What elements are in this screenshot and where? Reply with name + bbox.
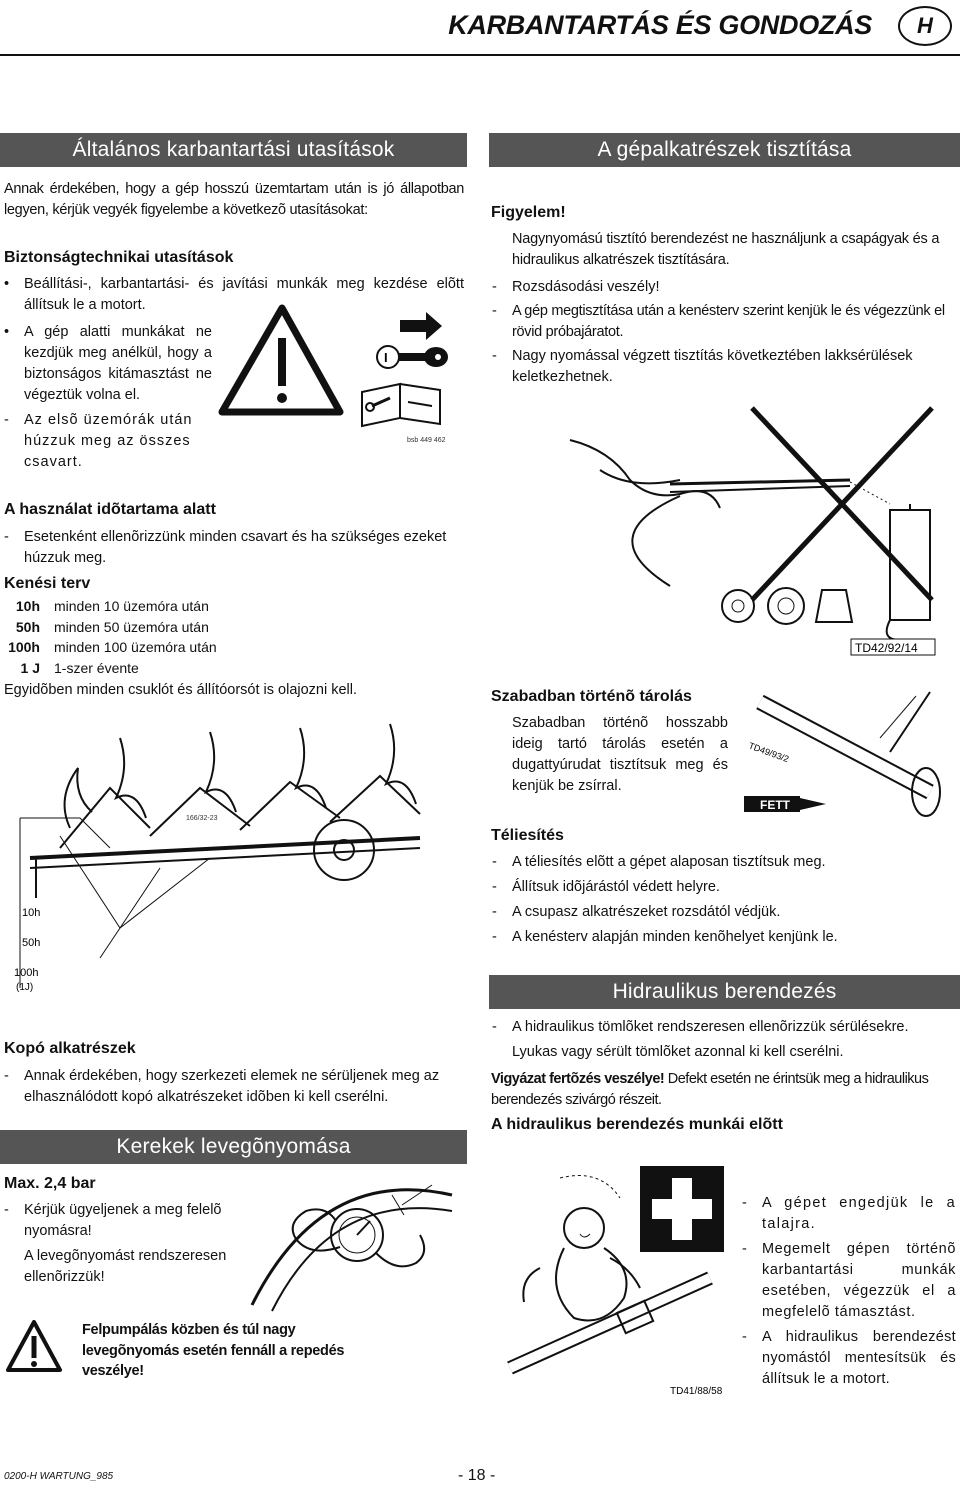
list-item: - Annak érdekében, hogy szerkezeti elemek ne sérüljenek meg az elhasználódott kopó alkatrészeket idõben ki kell cserélni.: [4, 1068, 440, 1105]
tyre-warning: Felpumpálás közben és túl nagy levegõnyomás esetén fennáll a repedés veszélye!: [82, 1322, 345, 1379]
list-item: - A hidraulikus tömlõket rendszeresen ellenõrizzük sérülésekre.: [492, 1019, 909, 1035]
schedule-text: minden 50 üzemóra után: [54, 618, 209, 635]
list-item: - A téliesítés elõtt a gépet alaposan tisztítsuk meg.: [492, 854, 826, 870]
interval-label: 10h: [22, 907, 41, 919]
page-title: KARBANTARTÁS ÉS GONDOZÁS: [448, 10, 872, 40]
figure-code: TD49/93/2: [747, 740, 791, 765]
usage-heading: A használat idõtartama alatt: [4, 501, 216, 518]
interval-label: 50h: [22, 937, 41, 949]
before-work-list: [740, 1193, 956, 1390]
list-item: - Állítsuk idõjárástól védett helyre.: [492, 879, 720, 895]
usage-list: [2, 527, 464, 569]
warning-triangle-icon: [4, 1318, 64, 1374]
winter-heading: Téliesítés: [491, 827, 564, 844]
cylinder-grease-figure: [730, 682, 956, 828]
cleaning-list: [490, 277, 956, 388]
general-maintenance-title: Általános karbantartási utasítások: [0, 133, 467, 167]
hydraulic-hazard-figure: [500, 1158, 730, 1398]
attention-text: Nagynyomású tisztító berendezést ne használjunk a csapágyak és a hidraulikus alkatrészek tisztítására.: [512, 231, 940, 268]
storage-heading: Szabadban történõ tárolás: [491, 688, 692, 705]
plough-lubrication-diagram: [0, 718, 468, 998]
hydraulic-title: Hidraulikus berendezés: [489, 975, 960, 1009]
wear-parts-heading: Kopó alkatrészek: [4, 1040, 136, 1057]
figure-code: TD42/92/14: [855, 641, 918, 655]
tyre-max-pressure: Max. 2,4 bar: [4, 1175, 96, 1192]
list-item: - Megemelt gépen történõ karbantartási munkák esetében, végezzük el a megfelelõ támasztást.: [742, 1241, 956, 1320]
schedule-text: 1-szer évente: [54, 659, 139, 676]
safety-symbols-figure: [212, 300, 462, 442]
attention-heading: Figyelem!: [491, 204, 566, 221]
interval-label: 100h: [14, 967, 39, 979]
list-item: • A gép alatti munkákat ne kezdjük meg anélkül, hogy a biztonságos kitámasztást ne végeztük volna el.: [4, 324, 212, 403]
list-item: - A kenésterv alapján minden kenõhelyet kenjünk le.: [492, 929, 838, 945]
list-item: - Nagy nyomással végzett tisztítás következtében lakksérülések keletkezhetnek.: [492, 348, 913, 385]
list-item: - A gép megtisztítása után a kenésterv szerint kenjük le és végezzünk el rövid próbajáratot.: [492, 303, 945, 340]
svg-text:I: I: [384, 350, 388, 365]
schedule-interval: 100h: [8, 639, 40, 655]
winter-list: [490, 852, 956, 948]
figure-code: TD41/88/58: [670, 1386, 723, 1397]
general-intro: Annak érdekében, hogy a gép hosszú üzemtartam után is jó állapotban legyen, kérjük vegyék figyelembe a következõ utasításokat:: [4, 181, 464, 218]
storage-text: Szabadban történõ hosszabb ideig tartó tárolás esetén a dugattyúrudat tisztítsuk meg és kenjük be zsírral.: [512, 715, 728, 794]
list-item: - Az elsõ üzemórák után húzzuk meg az összes csavart.: [4, 412, 193, 470]
infection-warning: [491, 1069, 955, 1111]
manual-book-icon: [362, 384, 440, 426]
schedule-interval: 1 J: [20, 659, 40, 676]
arrow-icon: [400, 312, 442, 340]
list-item: - A csupasz alkatrészeket rozsdától védjük.: [492, 904, 781, 920]
list-item: • Beállítási-, karbantartási- és javítási munkák meg kezdése elõtt állítsuk le a motort.: [4, 276, 464, 313]
lubrication-note: Egyidõben minden csuklót és állítóorsót is olajozni kell.: [4, 682, 358, 698]
safety-heading: Biztonságtechnikai utasítások: [4, 249, 234, 266]
list-item: - Esetenként ellenõrizzünk minden csavart és ha szükséges ezeket húzzuk meg.: [4, 529, 447, 566]
infection-warning-bold: Vigyázat fertõzés veszélye!: [491, 1071, 665, 1087]
list-item: - A gépet engedjük le a talajra.: [742, 1195, 956, 1232]
tyre-list: [2, 1200, 232, 1288]
cleaning-title: A gépalkatrészek tisztítása: [489, 133, 960, 167]
schedule-text: minden 100 üzemóra után: [54, 639, 217, 655]
ignition-key-icon: [377, 346, 448, 368]
tyre-gauge-figure: [232, 1175, 468, 1315]
safety-list-2: [2, 322, 212, 473]
list-item: Lyukas vagy sérült tömlõket azonnal ki kell cserélni.: [512, 1044, 844, 1060]
figure-code: 166/32-23: [186, 815, 218, 822]
tyre-pressure-title: Kerekek levegõnyomása: [0, 1130, 467, 1164]
grease-label: FETT: [760, 798, 790, 812]
interval-label: (1J): [16, 982, 34, 993]
first-aid-cross-icon: [640, 1166, 724, 1252]
list-item: - A hidraulikus berendezést nyomástól mentesítsük és állítsuk le a motort.: [742, 1329, 956, 1387]
hydraulic-list: [490, 1017, 956, 1063]
wear-parts-list: [2, 1066, 464, 1108]
schedule-interval: 10h: [15, 598, 40, 614]
infection-warning-text: Defekt esetén ne érintsük meg a hidraulikus berendezés szivárgó részeit.: [491, 1071, 929, 1108]
list-item: - Kérjük ügyeljenek a meg felelõ nyomásra!: [4, 1202, 222, 1239]
no-pressure-washer-figure: [560, 400, 950, 658]
footer-code: 0200-H WARTUNG_985: [4, 1471, 114, 1482]
lubrication-schedule: [2, 596, 217, 678]
header-rule: [0, 54, 960, 56]
language-badge: H: [898, 6, 952, 46]
schedule-interval: 50h: [15, 618, 40, 635]
list-item: A levegõnyomást rendszeresen ellenõrizzük!: [24, 1248, 227, 1285]
page-number: - 18 -: [458, 1467, 496, 1484]
schedule-text: minden 10 üzemóra után: [54, 598, 209, 614]
figure-code: bsb 449 462: [407, 437, 446, 442]
before-work-heading: A hidraulikus berendezés munkái elõtt: [491, 1116, 783, 1133]
list-item: - Rozsdásodási veszély!: [492, 279, 660, 295]
lubrication-heading: Kenési terv: [4, 575, 91, 592]
